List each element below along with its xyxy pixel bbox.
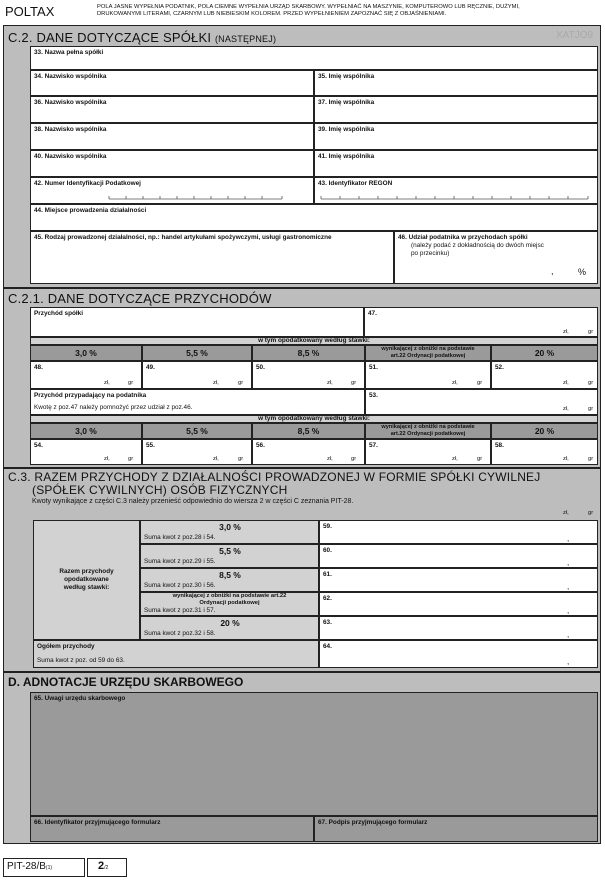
field-62[interactable] (319, 592, 598, 616)
reduced-label-2b: art.22 Ordynacji podatkowej (390, 431, 466, 437)
field-33-label: 33. Nazwa pełna spółki (34, 49, 104, 56)
field-43-label: 43. Identyfikator REGON (318, 180, 393, 187)
field-50[interactable] (252, 361, 365, 389)
field-51[interactable] (365, 361, 491, 389)
field-47-label: 47. (368, 310, 377, 317)
field-39-label: 39. Imię wspólnika (318, 126, 375, 133)
section-d-title: D. ADNOTACJE URZĘDU SKARBOWEGO (8, 675, 244, 689)
reduced-label-1a: wynikającej z obniżki na podstawie (381, 346, 475, 352)
field-48-label: 48. (34, 364, 43, 371)
field-61-label: 61. (323, 571, 332, 578)
c3-total-sum: Suma kwot z poz. od 59 do 63. (37, 657, 125, 664)
field-53-label: 53. (369, 392, 378, 399)
field-37-label: 37. Imię wspólnika (318, 99, 375, 106)
field-55-zl: zł, (213, 456, 219, 462)
field-46-label: 46. Udział podatnika w przychodach spółki (398, 234, 528, 241)
revenue-label: Przychód spółki (34, 310, 84, 317)
field-50-label: 50. (256, 364, 265, 371)
field-57-label: 57. (369, 442, 378, 449)
field-40-label: 40. Nazwisko wspólnika (34, 153, 107, 160)
rate-label-3: 8,5 % (297, 348, 320, 358)
c3-row-2-sum: Suma kwot z poz.29 i 55. (144, 558, 216, 565)
field-56-zl: zł, (327, 456, 333, 462)
field-47-zl: zł, (563, 329, 569, 335)
field-64-comma: , (567, 657, 570, 666)
field-54-label: 54. (34, 442, 43, 449)
c3-row-2-rate: 5,5 % (219, 546, 241, 556)
field-51-zl: zł, (452, 380, 458, 386)
c3-row-4-rate-2: Ordynacji podatkowej (199, 600, 260, 606)
field-52[interactable] (491, 361, 598, 389)
rate-label-2: 5,5 % (186, 348, 208, 358)
field-46-comma: , (551, 266, 554, 276)
field-60-comma: , (567, 558, 570, 567)
field-36-label: 36. Nazwisko wspólnika (34, 99, 107, 106)
field-54-zl: zł, (104, 456, 110, 462)
field-65-label: 65. Uwagi urzędu skarbowego (34, 695, 126, 702)
field-60-label: 60. (323, 547, 332, 554)
field-46-note-2: po przecinku) (411, 250, 450, 257)
field-55[interactable] (142, 439, 252, 465)
c3-row-5-rate: 20 % (220, 618, 240, 628)
field-63[interactable] (319, 616, 598, 640)
c3-razem-label-3: według stawki: (63, 584, 110, 591)
reduced-label-1b: art.22 Ordynacji podatkowej (390, 353, 466, 359)
c3-row-4-sum: Suma kwot z poz.31 i 57. (144, 607, 216, 614)
field-63-comma: , (567, 630, 570, 639)
nip-digit-ticks (108, 190, 283, 200)
rate2-label-3: 8,5 % (297, 426, 320, 436)
field-34-label: 34. Nazwisko wspólnika (34, 73, 107, 80)
field-51-gr: gr (477, 380, 483, 386)
c3-header-gr: gr (588, 510, 594, 516)
section-c2-title-suffix: (NASTĘPNEJ) (214, 34, 277, 44)
field-51-label: 51. (369, 364, 378, 371)
c3-row-1-rate: 3,0 % (219, 522, 241, 532)
field-67-label: 67. Podpis przyjmującego formularz (318, 819, 428, 826)
field-50-zl: zł, (327, 380, 333, 386)
field-44-label: 44. Miejsce prowadzenia działalności (34, 207, 147, 214)
brand-logo: POLTAX (5, 4, 55, 19)
ghost-stamp: XATJO9 (556, 30, 594, 41)
field-58-gr: gr (588, 456, 594, 462)
field-62-comma: , (567, 606, 570, 615)
field-58-label: 58. (495, 442, 504, 449)
c3-razem-label-2: opodatkowane (64, 576, 109, 583)
footer-page-number: 2 (98, 860, 105, 872)
regon-digit-ticks (320, 192, 590, 200)
c3-row-1-sum: Suma kwot z poz.28 i 54. (144, 534, 216, 541)
field-46-note-1: (należy podać z dokładnością do dwóch miejsc (411, 242, 544, 249)
section-c2-title-text: C.2. DANE DOTYCZĄCE SPÓŁKI (8, 30, 212, 45)
field-48-zl: zł, (104, 380, 110, 386)
field-38-label: 38. Nazwisko wspólnika (34, 126, 107, 133)
section-c3-title-1: C.3. RAZEM PRZYCHODY Z DZIAŁALNOŚCI PROWADZONEJ W FORMIE SPÓŁKI CYWILNEJ (8, 470, 541, 484)
footer-page (98, 860, 108, 872)
field-46-percent: % (578, 267, 587, 277)
field-56-gr: gr (351, 456, 357, 462)
field-65 (30, 692, 598, 816)
rate2-label-4: 20 % (534, 426, 555, 436)
field-54[interactable] (30, 439, 142, 465)
field-55-label: 55. (146, 442, 155, 449)
field-48-gr: gr (128, 380, 134, 386)
field-52-zl: zł, (563, 380, 569, 386)
field-64[interactable] (319, 640, 598, 668)
field-42-label: 42. Numer Identyfikacji Podatkowej (34, 180, 141, 187)
field-59-comma: , (567, 534, 570, 543)
field-59-label: 59. (323, 523, 332, 530)
field-48[interactable] (30, 361, 142, 389)
field-64-label: 64. (323, 643, 332, 650)
field-49-label: 49. (146, 364, 155, 371)
field-50-gr: gr (351, 380, 357, 386)
instructions-line-2: DRUKOWANYMI LITERAMI, CZARNYM LUB NIEBIESKIM KOLOREM. PRZED WYPEŁNIENIEM ZAPOZNAĆ SIĘ Z OBJAŚNIENIAMI. (97, 11, 447, 17)
section-c2-title (8, 30, 276, 45)
field-41-label: 41. Imię wspólnika (318, 153, 375, 160)
rate2-label-1: 3,0 % (75, 426, 97, 436)
field-52-label: 52. (495, 364, 504, 371)
field-62-label: 62. (323, 595, 332, 602)
field-35-label: 35. Imię wspólnika (318, 73, 375, 80)
field-53-gr: gr (588, 406, 594, 412)
field-55-gr: gr (238, 456, 244, 462)
field-60[interactable] (319, 544, 598, 568)
footer-form-id (7, 861, 52, 872)
field-57-gr: gr (477, 456, 483, 462)
section-c21-title: C.2.1. DANE DOTYCZĄCE PRZYCHODÓW (8, 291, 272, 306)
instructions-line-1: POLA JASNE WYPEŁNIA PODATNIK, POLA CIEMNE WYPEŁNIA URZĄD SKARBOWY. WYPEŁNIAĆ NA MASZYNIE, KOMPUTEROWO LUB RĘCZNIE, DUŻYMI, (97, 4, 520, 10)
rate2-label-2: 5,5 % (186, 426, 208, 436)
c3-row-3-sum: Suma kwot z poz.30 i 56. (144, 582, 216, 589)
field-54-gr: gr (128, 456, 134, 462)
footer-form-sub: (1) (45, 865, 53, 871)
section-c3-title-2: (SPÓŁEK CYWILNYCH) OSÓB FIZYCZNYCH (32, 483, 288, 497)
footer-page-of: /2 (104, 865, 109, 871)
field-63-label: 63. (323, 619, 332, 626)
field-33[interactable] (30, 46, 598, 70)
field-49-gr: gr (238, 380, 244, 386)
field-66-label: 66. Identyfikator przyjmującego formularz (34, 819, 161, 826)
taxed-by-rate-label: w tym opodatkowany według stawki: (258, 337, 370, 344)
reduced-label-2a: wynikającej z obniżki na podstawie (381, 424, 475, 430)
rate-label-4: 20 % (534, 348, 555, 358)
field-59[interactable] (319, 520, 598, 544)
c3-total-label: Ogółem przychody (37, 643, 95, 650)
field-56[interactable] (252, 439, 365, 465)
c3-row-5-sum: Suma kwot z poz.32 i 58. (144, 630, 216, 637)
field-45-label: 45. Rodzaj prowadzonej działalności, np.: handel artykułami spożywczymi, usługi gastronomiczne (34, 234, 332, 241)
c3-razem-label-1: Razem przychody (59, 568, 114, 575)
field-61-comma: , (567, 582, 570, 591)
field-52-gr: gr (588, 380, 594, 386)
field-57-zl: zł, (452, 456, 458, 462)
c3-row-4-rate-1: wynikającej z obniżki na podstawie art.22 (172, 593, 287, 599)
c3-row-3-rate: 8,5 % (219, 570, 241, 580)
footer-form-name: PIT-28/B (7, 861, 46, 872)
section-c3-note: Kwoty wynikające z części C.3 należy przenieść odpowiednio do wiersza 2 w części C zeznania PIT-28. (32, 498, 354, 505)
taxpayer-revenue-label: Przychód przypadający na podatnika (34, 392, 147, 399)
field-49-zl: zł, (213, 380, 219, 386)
taxed-by-rate-label-2: w tym opodatkowany według stawki: (258, 415, 370, 422)
field-57[interactable] (365, 439, 491, 465)
rate-label-1: 3,0 % (75, 348, 97, 358)
field-53-zl: zł, (563, 406, 569, 412)
field-56-label: 56. (256, 442, 265, 449)
field-47-gr: gr (588, 329, 594, 335)
c3-header-zl: zł, (563, 510, 569, 516)
taxpayer-revenue-note: Kwotę z poz.47 należy pomnożyć przez udział z poz.46. (34, 404, 193, 411)
field-49[interactable] (142, 361, 252, 389)
field-61[interactable] (319, 568, 598, 592)
field-58[interactable] (491, 439, 598, 465)
field-58-zl: zł, (563, 456, 569, 462)
